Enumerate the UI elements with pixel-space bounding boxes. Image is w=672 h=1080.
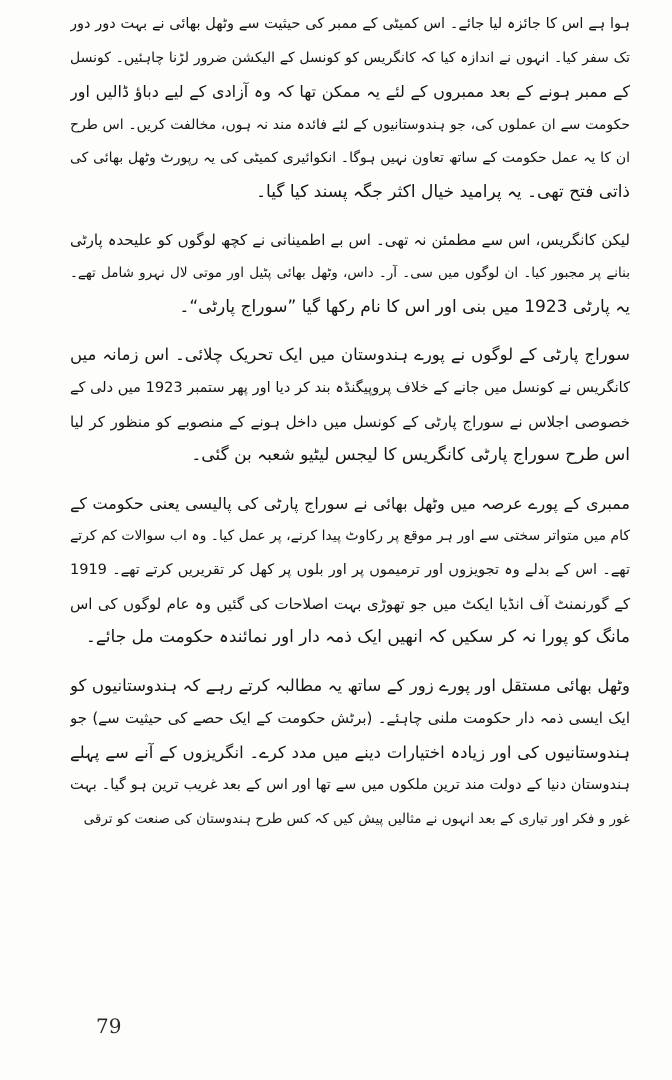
text-line: لیکن کانگریس، اس سے مطمئن نہ تھی۔ اس بے اطمینانی نے کچھ لوگوں کو علیحدہ پارٹی xyxy=(70,230,630,249)
text-line: تھے۔ اس کے بدلے وہ تجویزوں اور ترمیموں پر اور بلوں پر کھل کر تقریریں کرتے تھے۔ 1919 xyxy=(70,561,630,578)
text-line: کانگریس نے کونسل میں جانے کے خلاف پروپیگنڈہ بند کر دیا اور پھر ستمبر 1923 میں دلی کے xyxy=(70,379,630,396)
paragraph-4 xyxy=(70,487,630,655)
text-line: ہوا ہے اس کا جائزہ لیا جائے۔ اس کمیٹی کے ممبر کی حیثیت سے وٹھل بھائی نے بہت دور دور xyxy=(70,16,630,32)
paragraph-3 xyxy=(70,338,630,472)
text-line: اس طرح سوراج پارٹی کانگریس کا لیجس لیٹیو شعبہ بن گئی۔ xyxy=(191,445,630,466)
text-line: کے گورنمنٹ آف انڈیا ایکٹ میں جو تھوڑی بہت اصلاحات کی گئیں وہ عام لوگوں کی اس xyxy=(70,594,630,613)
text-line: بنانے پر مجبور کیا۔ ان لوگوں میں سی۔ آر۔ داس، وٹھل بھائی پٹیل اور موتی لال نہرو شامل تھے۔ xyxy=(70,265,630,282)
text-line: ان کا یہ عمل حکومت کے ساتھ تعاون نہیں ہوگا۔ انکوائیری کمیٹی کی یہ رپورٹ وٹھل بھائی کی xyxy=(70,150,630,167)
paragraph-5 xyxy=(70,669,630,837)
text-line: وٹھل بھائی مستقل اور پورے زور کے ساتھ یہ مطالبہ کرتے رہے کہ ہندوستانیوں کو xyxy=(70,675,630,695)
text-line: ذاتی فتح تھی۔ یہ پرامید خیال اکثر جگہ پسند کیا گیا۔ xyxy=(256,181,630,202)
text-line: غور و فکر اور تیاری کے بعد انہوں نے مثالیں پیش کیں کہ کس طرح ہندوستان کی صنعت کو ترقی xyxy=(83,811,630,828)
page-number: 79 xyxy=(96,1014,122,1038)
page-text xyxy=(70,8,630,851)
text-line: ہندوستانیوں کی اور زیادہ اختیارات دینے میں مدد کرے۔ انگریزوں کے آنے سے پہلے xyxy=(70,742,630,762)
text-line: کے ممبر ہونے کے بعد ممبروں کے لئے یہ ممکن تھا کہ وہ آزادی کے لیے دباؤ ڈالیں اور xyxy=(70,82,630,102)
text-line: ایک ایسی ذمہ دار حکومت ملنی چاہئے۔ (برٹش حکومت کے ایک حصے کی حیثیت سے) جو xyxy=(70,709,630,728)
text-line: حکومت سے ان عملوں کی، جو ہندوستانیوں کے لئے فائدہ مند نہ ہوں، مخالفت کریں۔ اس طرح xyxy=(70,116,630,133)
text-line: یہ پارٹی 1923 میں بنی اور اس کا نام رکھا گیا ”سوراج پارٹی“۔ xyxy=(179,296,630,317)
text-line: ممبری کے پورے عرصہ میں وٹھل بھائی نے سوراج پارٹی کی پالیسی یعنی حکومت کے xyxy=(70,493,630,513)
text-line: مانگ کو پورا نہ کر سکیں کہ انھیں ایک ذمہ دار اور نمائندہ حکومت مل جائے۔ xyxy=(85,627,630,648)
text-line: تک سفر کیا۔ انہوں نے اندازہ کیا کہ کانگریس کو کونسل کے الیکشن ضرور لڑنا چاہئیں۔ کونسل xyxy=(70,49,630,66)
text-line: ہندوستان دنیا کے دولت مند ترین ملکوں میں سے تھا اور اس کے بعد غریب ترین ہو گیا۔ بہت xyxy=(70,777,630,794)
paragraph-1 xyxy=(70,8,630,210)
text-line: سوراج پارٹی کے لوگوں نے پورے ہندوستان میں ایک تحریک چلائی۔ اس زمانہ میں xyxy=(70,345,630,365)
text-line: خصوصی اجلاس نے سوراج پارٹی کے کونسل میں داخل ہونے کے منصوبے کو منظور کر لیا xyxy=(70,412,630,431)
paragraph-2 xyxy=(70,224,630,325)
text-line: کام میں متواتر سختی سے اور ہر موقع پر رکاوٹ پیدا کرنے، پر عمل کیا۔ وہ اب سوالات کم کرتے xyxy=(70,528,630,545)
